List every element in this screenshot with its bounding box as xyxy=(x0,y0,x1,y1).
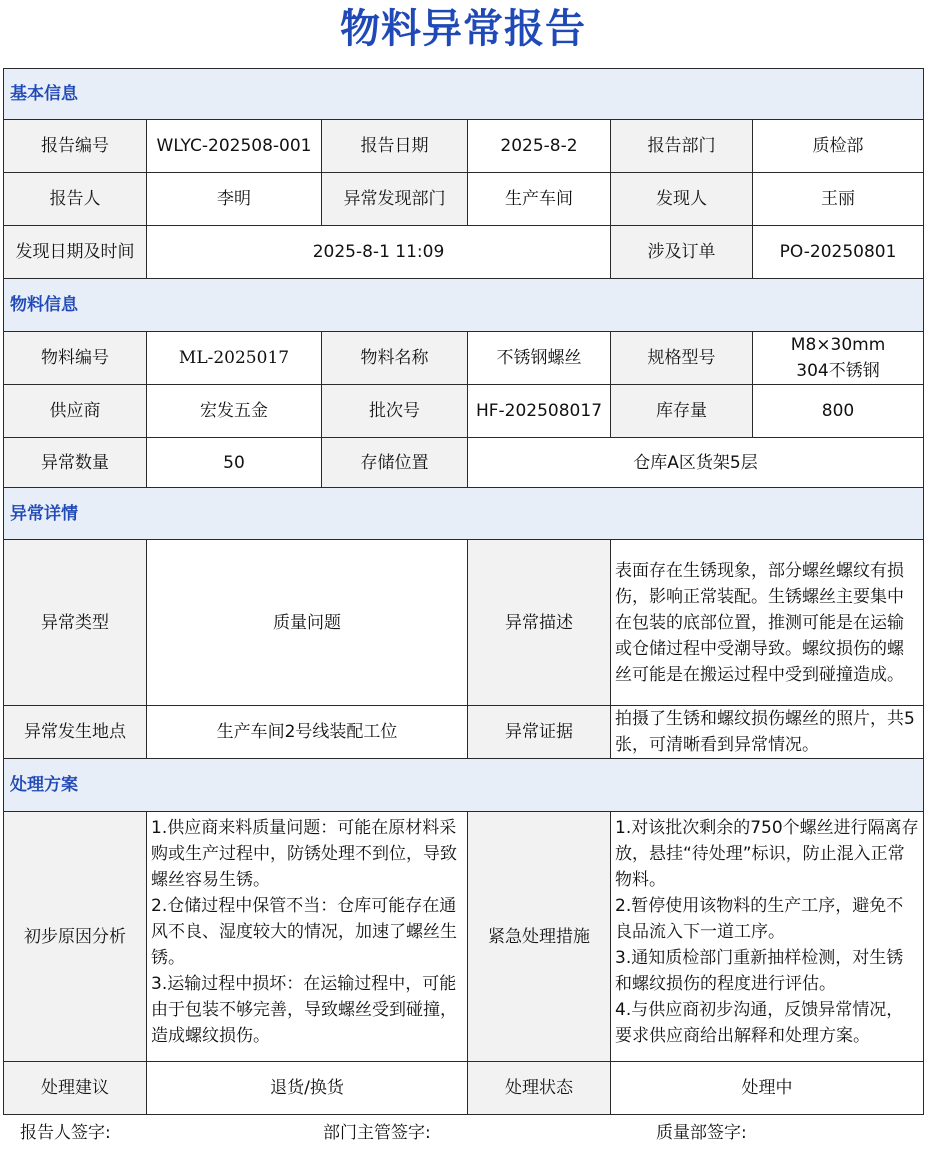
abnormal-type-label: 异常类型 xyxy=(4,540,147,706)
abnormal-type-value: 质量问题 xyxy=(147,540,468,706)
report-dept-label: 报告部门 xyxy=(611,120,753,173)
table-row xyxy=(4,173,924,226)
abnormal-desc-label: 异常描述 xyxy=(468,540,611,706)
measure-value: 1.对该批次剩余的750个螺丝进行隔离存放，悬挂“待处理”标识，防止混入正常物料。 2.暂停使用该物料的生产工序，避免不良品流入下一道工序。 3.通知质检部门重新抽样检测，对生锈和螺纹损伤的程度进行评估。 4.与供应商初步沟通，反馈异常情况，要求供应商给出解释和处理方案。 xyxy=(611,812,924,1062)
suggest-value: 退货/换货 xyxy=(147,1062,468,1115)
table-row xyxy=(4,706,924,759)
table-row xyxy=(4,226,924,279)
abnormal-qty-value: 50 xyxy=(147,438,322,488)
table-row xyxy=(4,540,924,706)
report-date-value: 2025-8-2 xyxy=(468,120,611,173)
status-label: 处理状态 xyxy=(468,1062,611,1115)
section-row-detail xyxy=(4,488,924,540)
location-label: 存储位置 xyxy=(322,438,468,488)
supplier-label: 供应商 xyxy=(4,385,147,438)
report-no-value: WLYC-202508-001 xyxy=(147,120,322,173)
evidence-value: 拍摄了生锈和螺纹损伤螺丝的照片，共5张，可清晰看到异常情况。 xyxy=(611,706,924,759)
section-row-handling xyxy=(4,759,924,812)
batch-label: 批次号 xyxy=(322,385,468,438)
found-time-value: 2025-8-1 11:09 xyxy=(147,226,611,279)
reporter-signature-label: 报告人签字: xyxy=(20,1123,111,1143)
reporter-value: 李明 xyxy=(147,173,322,226)
cause-value: 1.供应商来料质量问题：可能在原材料采购或生产过程中，防锈处理不到位，导致螺丝容易生锈。 2.仓储过程中保管不当：仓库可能存在通风不良、湿度较大的情况，加速了螺丝生锈。 3.运输过程中损坏：在运输过程中，可能由于包装不够完善，导致螺丝受到碰撞，造成螺纹损伤。 xyxy=(147,812,468,1062)
abnormal-place-label: 异常发生地点 xyxy=(4,706,147,759)
location-value: 仓库A区货架5层 xyxy=(468,438,924,488)
table-row xyxy=(4,1062,924,1115)
evidence-label: 异常证据 xyxy=(468,706,611,759)
order-label: 涉及订单 xyxy=(611,226,753,279)
stock-label: 库存量 xyxy=(611,385,753,438)
section-title-material: 物料信息 xyxy=(4,279,924,332)
cause-label: 初步原因分析 xyxy=(4,812,147,1062)
section-title-detail: 异常详情 xyxy=(4,488,924,540)
report-date-label: 报告日期 xyxy=(322,120,468,173)
status-value: 处理中 xyxy=(611,1062,924,1115)
finder-value: 王丽 xyxy=(753,173,924,226)
material-name-label: 物料名称 xyxy=(322,332,468,385)
table-row xyxy=(4,385,924,438)
section-title-basic: 基本信息 xyxy=(4,69,924,120)
material-code-label: 物料编号 xyxy=(4,332,147,385)
abnormal-place-value: 生产车间2号线装配工位 xyxy=(147,706,468,759)
abnormal-desc-value: 表面存在生锈现象，部分螺丝螺纹有损伤，影响正常装配。生锈螺丝主要集中在包装的底部位置，推测可能是在运输或仓储过程中受潮导致。螺纹损伤的螺丝可能是在搬运过程中受到碰撞造成。 xyxy=(611,540,924,706)
batch-value: HF-202508017 xyxy=(468,385,611,438)
spec-value: M8×30mm 304不锈钢 xyxy=(753,332,924,385)
finder-label: 发现人 xyxy=(611,173,753,226)
found-dept-value: 生产车间 xyxy=(468,173,611,226)
report-table xyxy=(3,68,924,1115)
table-row xyxy=(4,812,924,1062)
report-no-label: 报告编号 xyxy=(4,120,147,173)
table-row xyxy=(4,120,924,173)
section-row-basic xyxy=(4,69,924,120)
section-row-material xyxy=(4,279,924,332)
table-row xyxy=(4,332,924,385)
material-code-value: ML-2025017 xyxy=(147,332,322,385)
abnormal-qty-label: 异常数量 xyxy=(4,438,147,488)
material-name-value: 不锈钢螺丝 xyxy=(468,332,611,385)
table-row xyxy=(4,438,924,488)
reporter-label: 报告人 xyxy=(4,173,147,226)
supplier-value: 宏发五金 xyxy=(147,385,322,438)
quality-signature-label: 质量部签字: xyxy=(656,1123,747,1143)
found-dept-label: 异常发现部门 xyxy=(322,173,468,226)
manager-signature-label: 部门主管签字: xyxy=(323,1123,431,1143)
signature-row xyxy=(0,1116,926,1150)
suggest-label: 处理建议 xyxy=(4,1062,147,1115)
measure-label: 紧急处理措施 xyxy=(468,812,611,1062)
found-time-label: 发现日期及时间 xyxy=(4,226,147,279)
section-title-handling: 处理方案 xyxy=(4,759,924,812)
stock-value: 800 xyxy=(753,385,924,438)
order-value: PO-20250801 xyxy=(753,226,924,279)
page-title: 物料异常报告 xyxy=(340,6,586,52)
spec-label: 规格型号 xyxy=(611,332,753,385)
report-dept-value: 质检部 xyxy=(753,120,924,173)
